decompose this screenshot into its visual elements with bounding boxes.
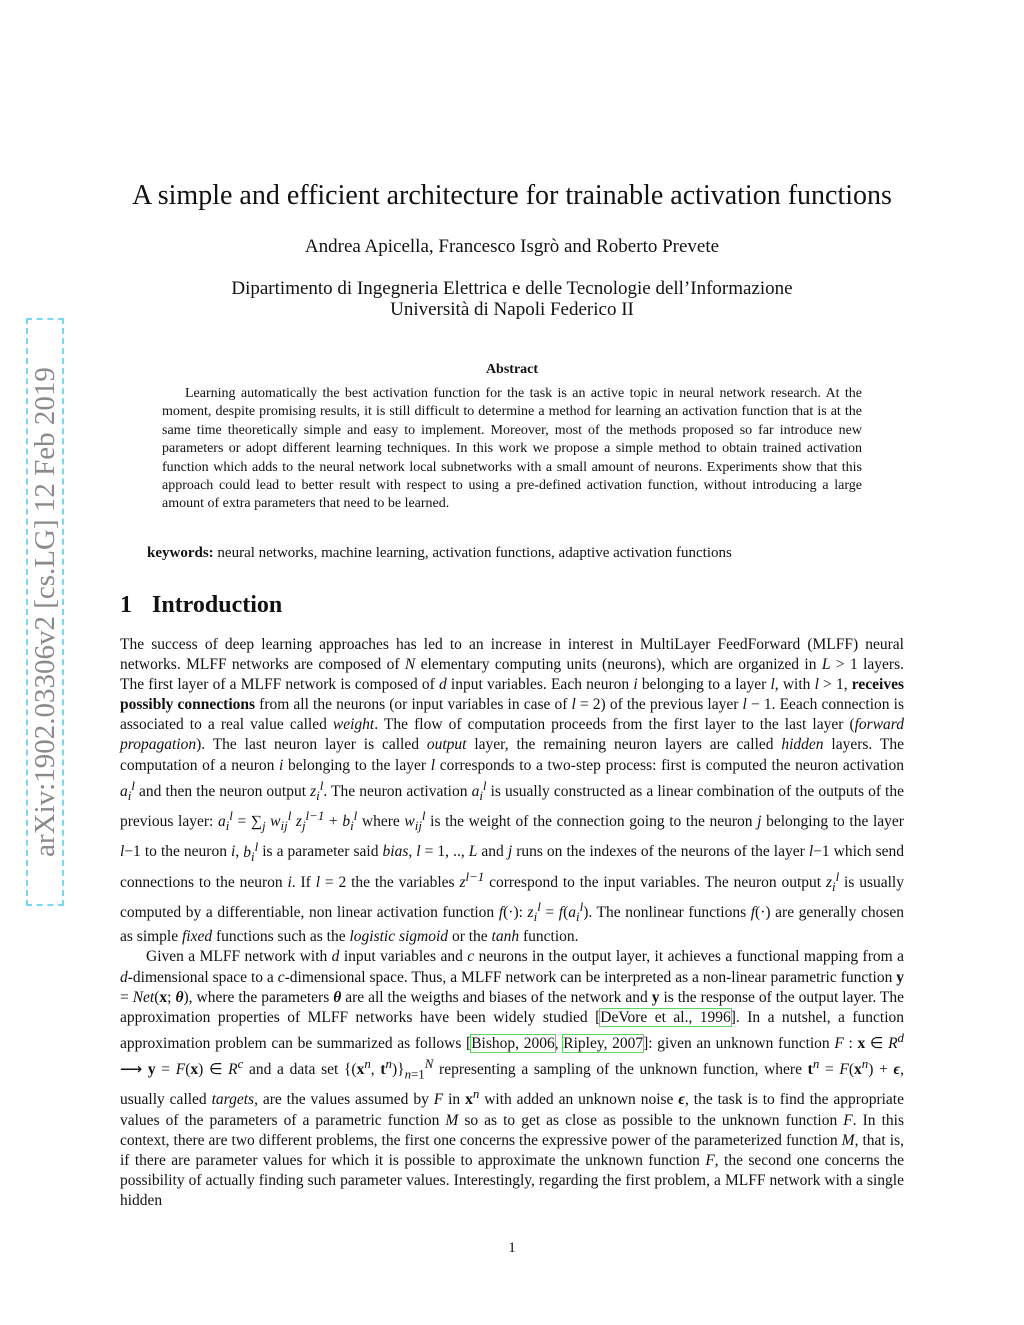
- section-number: 1: [120, 592, 132, 618]
- author-list: Andrea Apicella, Francesco Isgrò and Roberto Prevete: [304, 236, 720, 257]
- keywords-label: keywords:: [147, 545, 214, 561]
- section-heading: [120, 592, 282, 619]
- paper-title: A simple and efficient architecture for trainable activation functions: [132, 180, 892, 211]
- introduction-body: [120, 635, 904, 1211]
- section-title: Introduction: [152, 592, 283, 618]
- page-number: 1: [508, 1240, 516, 1256]
- paragraph: The success of deep learning approaches has led to an increase in interest in MultiLayer FeedForward (MLFF) neural networks. MLFF networks are composed of N elementary computing units (neurons), which are organized in L > 1 layers. The first layer of a MLFF network is composed of d input variables. Each neuron i belonging to a layer l, with l > 1, receives possibly connections from all the neurons (or input variables in case of l = 2) of the previous layer l − 1. Eeach connection is associated to a real value called weight. The flow of computation proceeds from the first layer to the last layer (forward propagation). The last neuron layer is called output layer, the remaining neuron layers are called hidden layers. The computation of a neuron i belonging to the layer l corresponds to a two-step process: first is computed the neuron activation $a_i^l$ and then the neuron output $z_i^l$. The neuron activation $a_i^l$ is usually constructed as a linear combination of the outputs of the previous layer: $a_i^l = \sum_j$ $w_{ij}^l$ $z_j^{l-1} + b_i^l$ where $w_{ij}^l$ is the weight of the connection going to the neuron j belonging to the layer l−1 to the neuron i, $b_i^l$ is a parameter said bias, l = 1, .., L and j runs on the indexes of the neurons of the layer l−1 which send connections to the neuron i. If l = 2 the the variables $z^{l-1}$ correspond to the input variables. The neuron output $z_i^l$ is usually computed by a differentiable, non linear activation function f(·): $z_i^l = f(a_i^l)$. The nonlinear functions f(·) are generally chosen as simple fixed functions such as the logistic sigmoid or the tanh function.: [120, 636, 905, 946]
- citation-link[interactable]: DeVore et al., 1996: [600, 1008, 731, 1026]
- affiliation-university: Università di Napoli Federico II: [390, 299, 634, 320]
- affiliation: [100, 278, 924, 320]
- arxiv-stamp: [26, 318, 64, 906]
- abstract-heading: Abstract: [485, 362, 539, 377]
- keywords-line: [147, 545, 877, 562]
- citation-link[interactable]: Bishop, 2006: [471, 1035, 555, 1052]
- abstract-body: Learning automatically the best activation function for the task is an active topic in neural network research. At the moment, despite promising results, it is still difficult to determine a method for learning an activation function that is at the same time theoretically simple and easy to implement. Moreover, most of the methods proposed so far introduce new parameters or adopt different learning techniques. In this work we propose a simple method to obtain trained activation function which adds to the neural network local subnetworks with a small amount of neurons. Experiments show that this approach could lead to better result with respect to using a pre-defined activation function, without introducing a large amount of extra parameters that need to be learned.: [162, 386, 862, 512]
- keywords-text: neural networks, machine learning, activation functions, adaptive activation functions: [217, 545, 732, 561]
- affiliation-department: Dipartimento di Ingegneria Elettrica e delle Tecnologie dell’Informazione: [231, 278, 793, 299]
- paragraph: Given a MLFF network with d input variables and c neurons in the output layer, it achieves a functional mapping from a d-dimensional space to a c-dimensional space. Thus, a MLFF network can be interpreted as a non-linear parametric function y = Net(x; θ), where the parameters θ are all the weigths and biases of the network and y is the response of the output layer. The approximation properties of MLFF networks have been widely studied [DeVore et al., 1996]. In a nutshel, a function approximation problem can be summarized as follows [Bishop, 2006, Ripley, 2007]: given an unknown function F : x ∈ $R^d$ ⟶ y = F(x) ∈ $R^c$ and a data set {($x^n$, $t^n)\}_{n=1}^N$ representing a sampling of the unknown function, where $t^n = F(x^n) + \epsilon$, usually called targets, are the values assumed by F in $x^n$ with added an unknown noise ϵ, the task is to find the appropriate values of the parameters of a parametric function M so as to get as close as possible to the unknown function F. In this context, there are two different problems, the first one concerns the expressive power of the parameterized function M, that is, if there are parameter values for which it is possible to approximate the unknown function F, the second one concerns the possibility of actually finding such parameter values. Interestingly, regarding the first problem, a MLFF network with a single hidden: [120, 948, 905, 1210]
- citation-link[interactable]: Ripley, 2007: [563, 1035, 644, 1052]
- arxiv-identifier: arXiv:1902.03306v2 [cs.LG] 12 Feb 2019: [29, 367, 61, 857]
